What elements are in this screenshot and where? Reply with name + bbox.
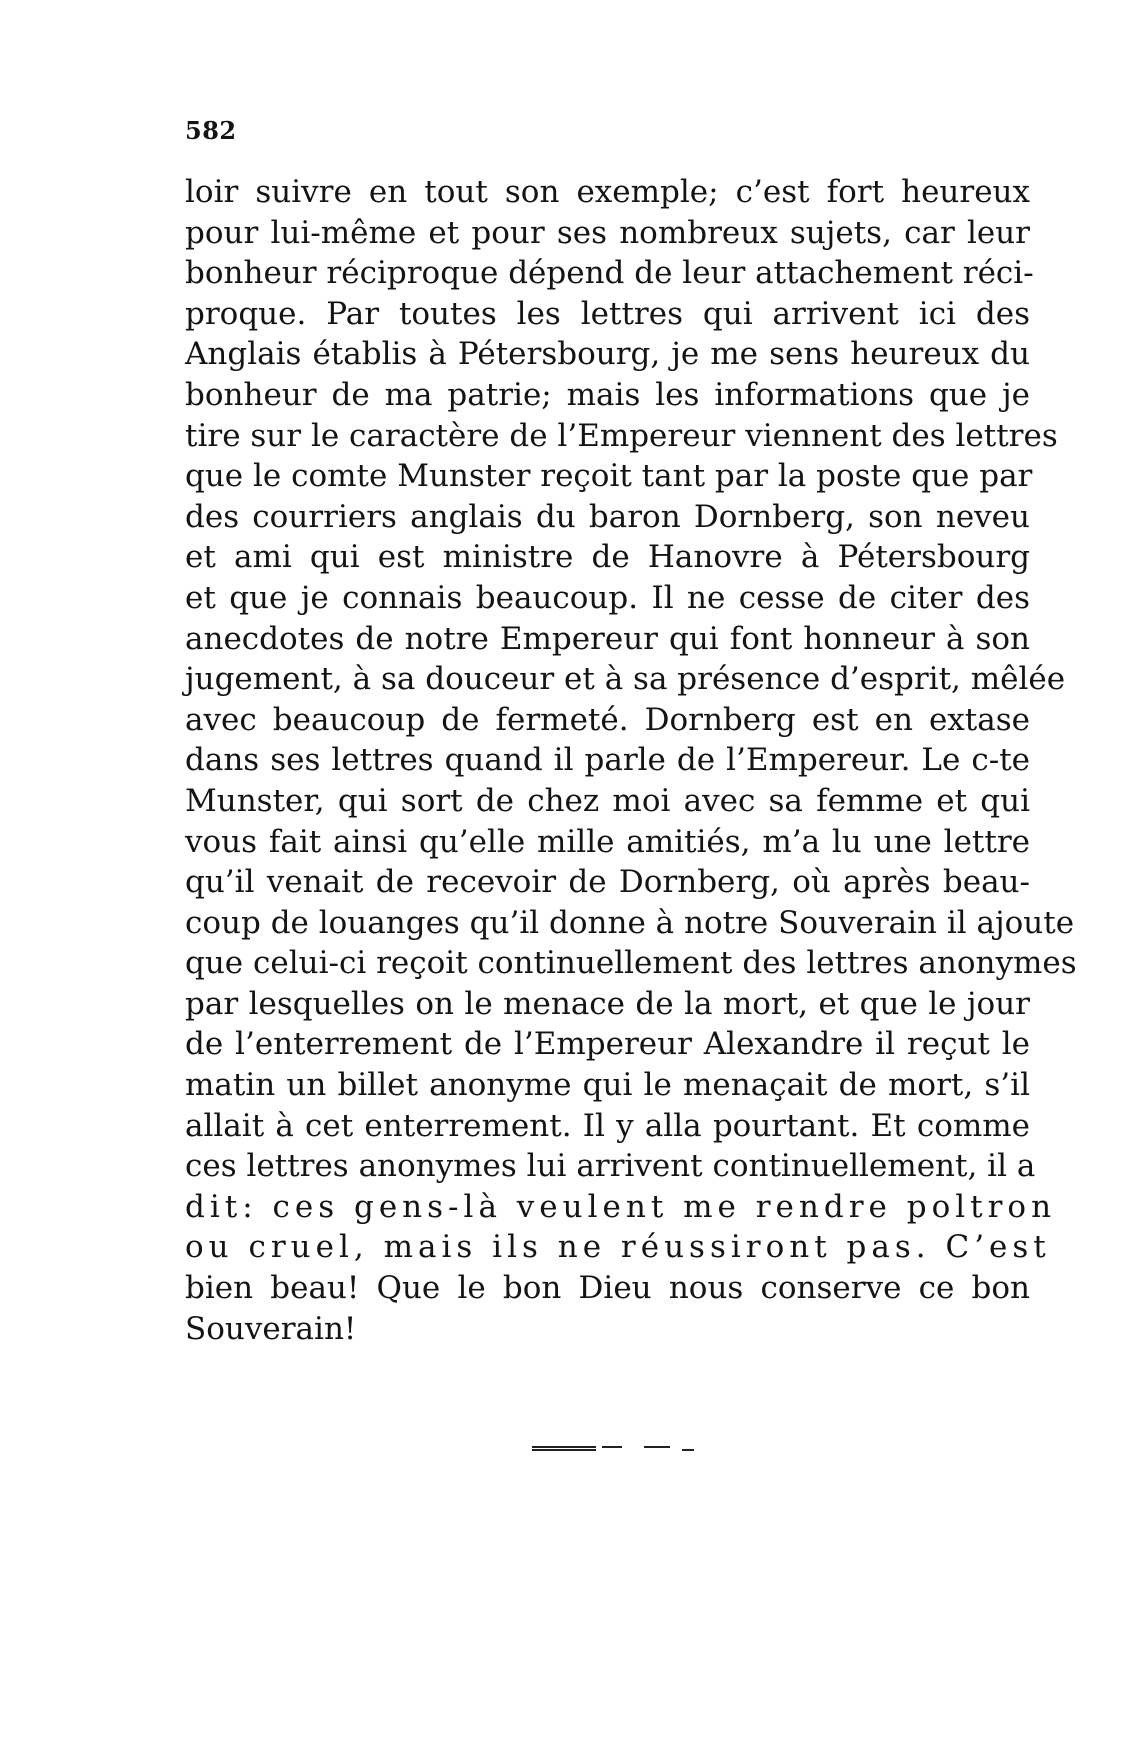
text-line: que le comte Munster reçoit tant par la poste que par bbox=[185, 458, 1033, 495]
text-line: jugement, à sa douceur et à sa présence d’esprit, mêlée bbox=[185, 661, 1066, 698]
text-line: matin un billet anonyme qui le menaçait de mort, s’il bbox=[185, 1067, 1030, 1104]
text-line: des courriers anglais du baron Dornberg, son neveu bbox=[185, 498, 1030, 535]
rule-segment bbox=[644, 1446, 670, 1448]
text-line: dans ses lettres quand il parle de l’Empereur. Le c-te bbox=[185, 742, 1030, 779]
text-line-spaced: ou cruel, mais ils ne réussiront pas. C’est bbox=[185, 1229, 1051, 1266]
rule-segment bbox=[532, 1446, 596, 1448]
body-text bbox=[185, 172, 1077, 1349]
text-line: allait à cet enterrement. Il y alla pourtant. Et comme bbox=[185, 1107, 1030, 1144]
rule-segment bbox=[532, 1449, 596, 1451]
text-line: tire sur le caractère de l’Empereur viennent des lettres bbox=[185, 417, 1058, 454]
text-line: et ami qui est ministre de Hanovre à Pétersbourg bbox=[185, 539, 1030, 576]
end-of-text-rule bbox=[532, 1446, 704, 1451]
text-line: avec beaucoup de fermeté. Dornberg est en extase bbox=[185, 701, 1030, 738]
text-line: bonheur réciproque dépend de leur attachement réci- bbox=[185, 255, 1034, 292]
text-line: loir suivre en tout son exemple; c’est fort heureux bbox=[185, 174, 1030, 210]
text-line: anecdotes de notre Empereur qui font honneur à son bbox=[185, 620, 1030, 657]
text-line-spaced: dit: ces gens-là veulent me rendre poltron bbox=[185, 1188, 1057, 1225]
text-line: par lesquelles on le menace de la mort, et que le jour bbox=[185, 985, 1030, 1022]
text-line: coup de louanges qu’il donne à notre Souverain il ajoute bbox=[185, 904, 1075, 941]
text-line: proque. Par toutes les lettres qui arrivent ici des bbox=[185, 295, 1030, 332]
text-line: vous fait ainsi qu’elle mille amitiés, m’a lu une lettre bbox=[185, 823, 1030, 860]
page-number: 582 bbox=[185, 116, 237, 145]
text-line: que celui-ci reçoit continuellement des lettres anonymes bbox=[185, 945, 1077, 982]
rule-segment bbox=[682, 1449, 694, 1451]
text-line: bonheur de ma patrie; mais les informations que je bbox=[185, 376, 1030, 413]
text-line: qu’il venait de recevoir de Dornberg, où après beau- bbox=[185, 864, 1030, 901]
text-line-final: Souverain! bbox=[185, 1310, 357, 1347]
text-line: Munster, qui sort de chez moi avec sa femme et qui bbox=[185, 782, 1030, 819]
rule-segment bbox=[602, 1446, 622, 1448]
text-line: pour lui-même et pour ses nombreux sujets, car leur bbox=[185, 214, 1030, 251]
text-line: de l’enterrement de l’Empereur Alexandre il reçut le bbox=[185, 1026, 1030, 1063]
text-line: et que je connais beaucoup. Il ne cesse de citer des bbox=[185, 579, 1030, 616]
text-line: Anglais établis à Pétersbourg, je me sens heureux du bbox=[185, 336, 1030, 373]
text-line: ces lettres anonymes lui arrivent continuellement, il a bbox=[185, 1148, 1036, 1185]
text-line: bien beau! Que le bon Dieu nous conserve ce bon bbox=[185, 1270, 1030, 1307]
